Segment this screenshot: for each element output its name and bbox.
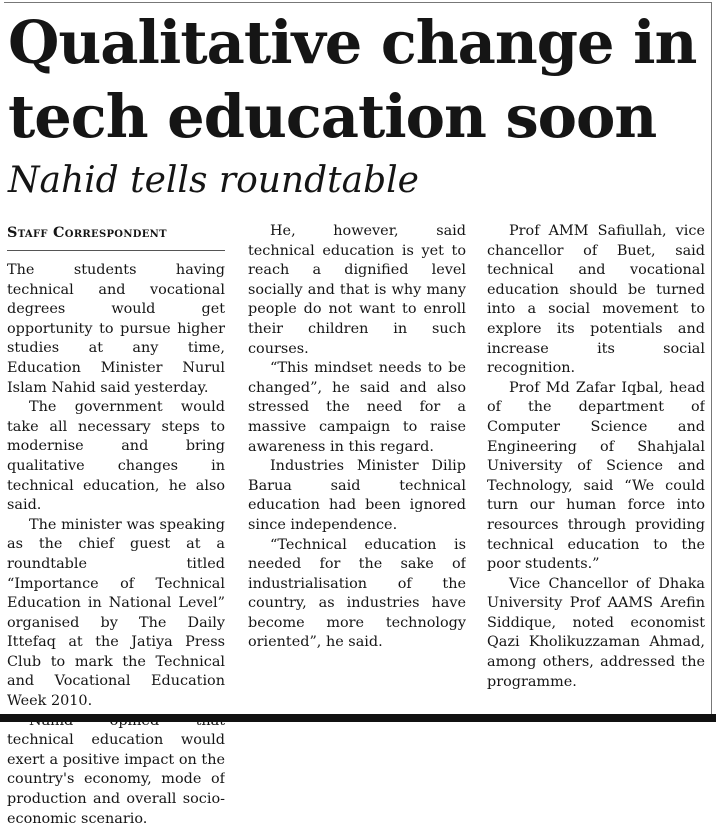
article-paragraph: “This mindset needs to be changed”, he said and also stressed the need for a massive campaign to raise awareness in this regard.	[248, 360, 466, 455]
article-paragraph: Vice Chancellor of Dhaka University Prof AAMS Arefin Siddique, noted economist Qazi Kholikuzzaman Ahmad, among others, addressed the programme.	[487, 575, 705, 690]
article-column-3	[487, 222, 705, 692]
article-paragraph: Prof Md Zafar Iqbal, head of the department of Computer Science and Engineering of Shahjalal University of Science and Technology, said “We could turn our human force into resources through providing technical education to the poor students.”	[487, 379, 705, 573]
article-column-2	[248, 222, 466, 653]
article-paragraph: He, however, said technical education is yet to reach a dignified level socially and that is why many people do not want to enroll their children in such courses.	[248, 223, 466, 357]
headline-line-1: Qualitative change in	[8, 8, 697, 77]
article-column-1	[7, 222, 225, 829]
headline-line-2: tech education soon	[8, 82, 657, 151]
article-paragraph: technical education would exert a positive impact on the country's economy, mode of production and overall socio-economic scenario.	[7, 732, 225, 827]
article-paragraph: The minister was speaking as the chief guest at a roundtable titled “Importance of Technical Education in National Level” organised by The Daily Ittefaq at the Jatiya Press Club to mark the Technical and Vocational Education Week 2010.	[7, 516, 225, 710]
top-border-rule	[4, 2, 712, 3]
bottom-border-bar	[0, 714, 716, 722]
byline: Staff Correspondent	[7, 224, 225, 251]
article-paragraph: The government would take all necessary steps to modernise and bring qualitative changes in technical education, he also said.	[7, 399, 225, 514]
right-border-rule	[711, 2, 712, 714]
article-paragraph: The students having technical and vocational degrees would get opportunity to pursue higher studies at any time, Education Minister Nurul Islam Nahid said yesterday.	[7, 262, 225, 396]
subheadline: Nahid tells roundtable	[8, 160, 419, 201]
headline	[8, 6, 708, 154]
article-paragraph: Prof AMM Safiullah, vice chancellor of Buet, said technical and vocational education should be turned into a social movement to explore its potentials and increase its social recognition.	[487, 223, 705, 377]
article-paragraph: Industries Minister Dilip Barua said technical education had been ignored since independence.	[248, 458, 466, 533]
article-paragraph: “Technical education is needed for the sake of industrialisation of the country, as industries have become more technology oriented”, he said.	[248, 536, 466, 651]
